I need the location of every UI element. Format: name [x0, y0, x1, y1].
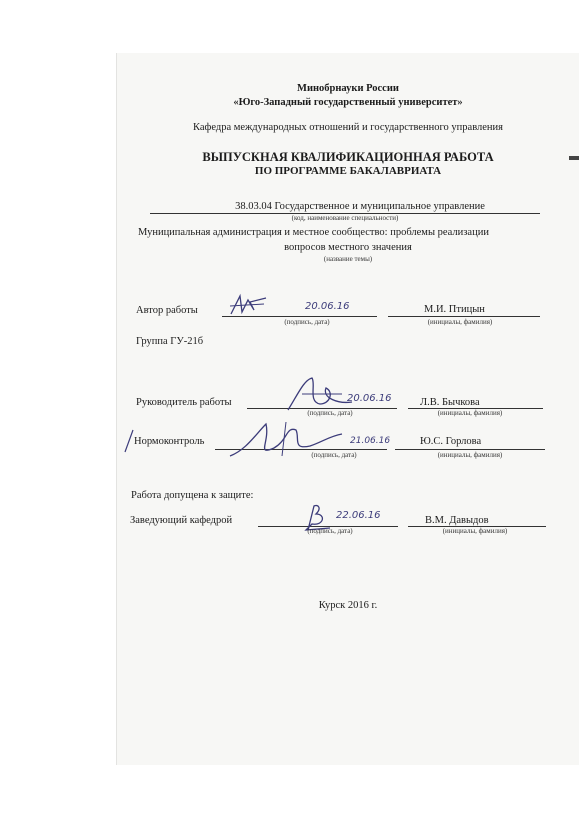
specialty-caption: (код, наименование специальности) — [291, 214, 399, 222]
head-signature-caption: (подпись, дата) — [307, 527, 353, 535]
head-name-caption: (инициалы, фамилия) — [442, 527, 508, 535]
author-name-line — [388, 316, 540, 317]
normcontrol-signature-caption: (подпись, дата) — [311, 451, 357, 459]
supervisor-label: Руководитель работы — [136, 397, 232, 408]
topic-line-1: Муниципальная администрация и местное сообщество: проблемы реализации — [138, 227, 489, 238]
specialty-value: 38.03.04 Государственное и муниципальное управление — [235, 201, 485, 212]
head-name: В.М. Давыдов — [425, 515, 489, 526]
supervisor-name: Л.В. Бычкова — [420, 397, 480, 408]
head-label: Заведующий кафедрой — [130, 515, 233, 526]
author-date: 20.06.16 — [305, 301, 350, 312]
supervisor-date: 20.06.16 — [347, 393, 392, 404]
normcontrol-margin-mark — [122, 428, 136, 454]
author-signature — [228, 292, 268, 320]
document-title: ВЫПУСКНАЯ КВАЛИФИКАЦИОННАЯ РАБОТА — [202, 150, 494, 164]
normcontrol-name: Ю.С. Горлова — [420, 436, 482, 447]
city-year: Курск 2016 г. — [318, 600, 378, 611]
normcontrol-name-caption: (инициалы, фамилия) — [437, 451, 503, 459]
head-date: 22.06.16 — [336, 510, 381, 521]
normcontrol-date: 21.06.16 — [350, 436, 391, 446]
supervisor-signature-caption: (подпись, дата) — [307, 409, 353, 417]
author-label: Автор работы — [136, 305, 198, 316]
topic-caption: (название темы) — [323, 255, 373, 263]
university-name: «Юго-Западный государственный университет» — [233, 97, 463, 108]
normcontrol-name-line — [395, 449, 545, 450]
author-name-caption: (инициалы, фамилия) — [427, 318, 493, 326]
department-name: Кафедра международных отношений и государственного управления — [193, 122, 503, 133]
author-signature-caption: (подпись, дата) — [284, 318, 330, 326]
group-label: Группа ГУ-21б — [136, 336, 204, 347]
topic-line-2: вопросов местного значения — [284, 242, 412, 253]
supervisor-name-caption: (инициалы, фамилия) — [437, 409, 503, 417]
admission-label: Работа допущена к защите: — [131, 490, 254, 501]
normcontrol-label: Нормоконтроль — [134, 436, 205, 447]
author-name: М.И. Птицын — [424, 304, 485, 315]
ministry-name: Минобрнауки России — [297, 83, 399, 94]
document-subtitle: ПО ПРОГРАММЕ БАКАЛАВРИАТА — [254, 165, 442, 177]
